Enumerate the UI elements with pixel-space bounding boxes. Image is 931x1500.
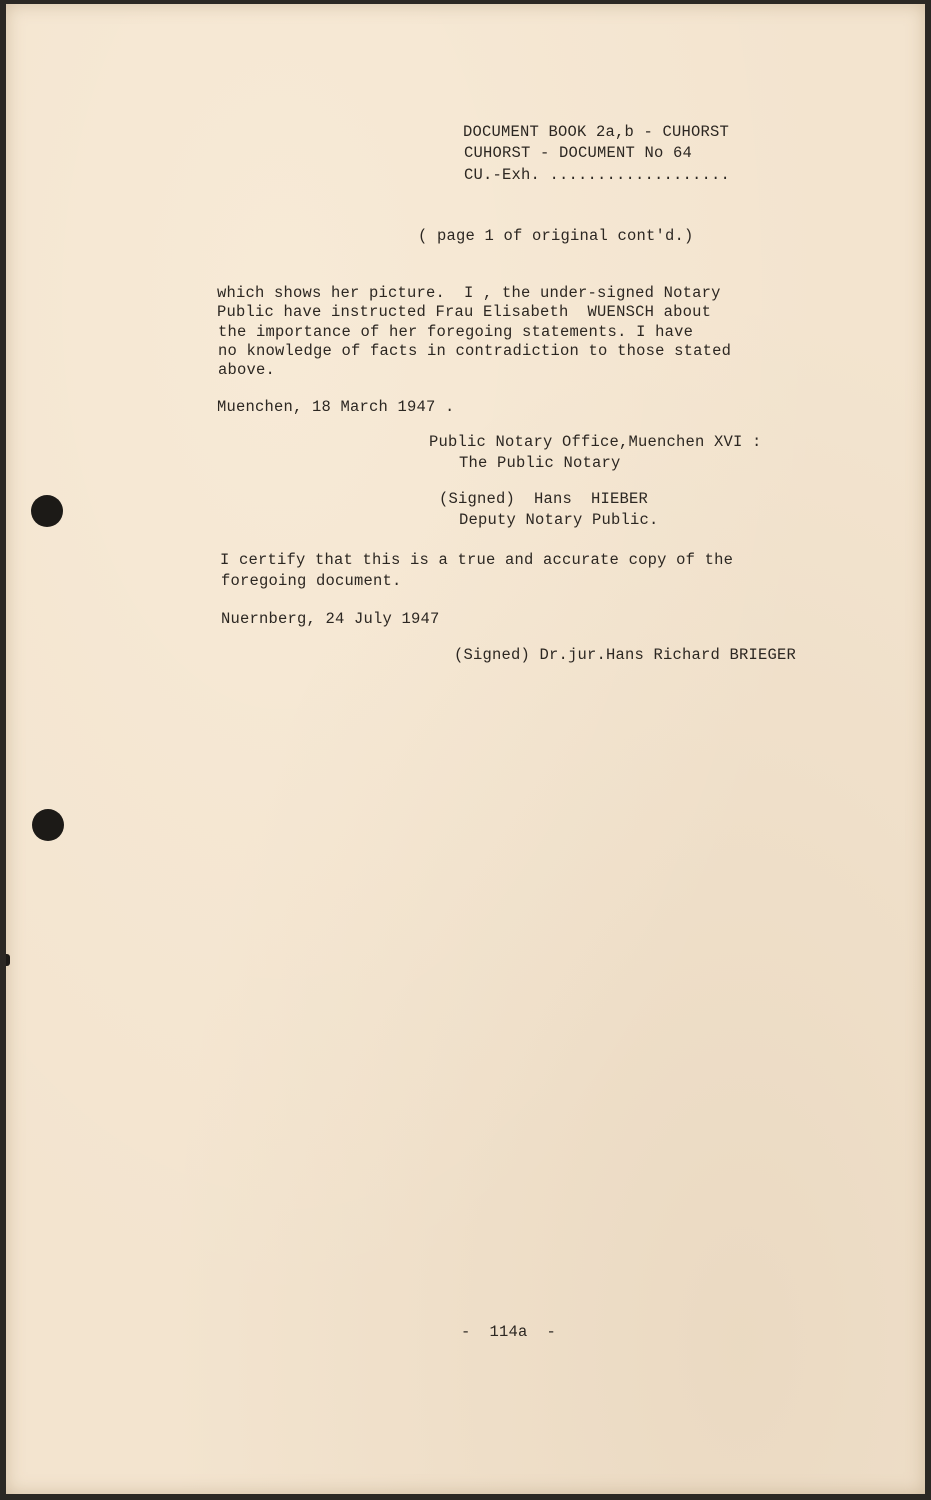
body-line-2: Public have instructed Frau Elisabeth WUENSCH about — [217, 303, 712, 321]
body-line-4: no knowledge of facts in contradiction to those stated — [218, 342, 732, 360]
certify-line-2: foregoing document. — [221, 572, 402, 590]
punch-hole-top — [31, 495, 63, 527]
punch-hole-bottom — [32, 809, 64, 841]
continuation-note: ( page 1 of original cont'd.) — [418, 227, 694, 245]
header-document-line: CUHORST - DOCUMENT No 64 — [464, 144, 693, 162]
body-line-3: the importance of her foregoing statements. I have — [218, 323, 694, 341]
place-date-nuernberg: Nuernberg, 24 July 1947 — [221, 610, 440, 628]
document-page — [6, 4, 925, 1494]
place-date-muenchen: Muenchen, 18 March 1947 . — [217, 398, 455, 416]
page-number: - 114a - — [461, 1323, 557, 1341]
notary-office: Public Notary Office,Muenchen XVI : — [429, 433, 762, 451]
notary-deputy: Deputy Notary Public. — [459, 511, 659, 529]
final-signature: (Signed) Dr.jur.Hans Richard BRIEGER — [454, 646, 797, 664]
header-book-line: DOCUMENT BOOK 2a,b - CUHORST — [463, 123, 730, 141]
edge-mark — [6, 954, 10, 966]
body-line-1: which shows her picture. I , the under-signed Notary — [217, 284, 721, 302]
certify-line-1: I certify that this is a true and accurate copy of the — [220, 551, 734, 569]
header-exhibit-line: CU.-Exh. ................... — [464, 166, 731, 184]
notary-title: The Public Notary — [459, 454, 621, 472]
notary-signed: (Signed) Hans HIEBER — [439, 490, 649, 508]
body-line-5: above. — [218, 361, 276, 379]
